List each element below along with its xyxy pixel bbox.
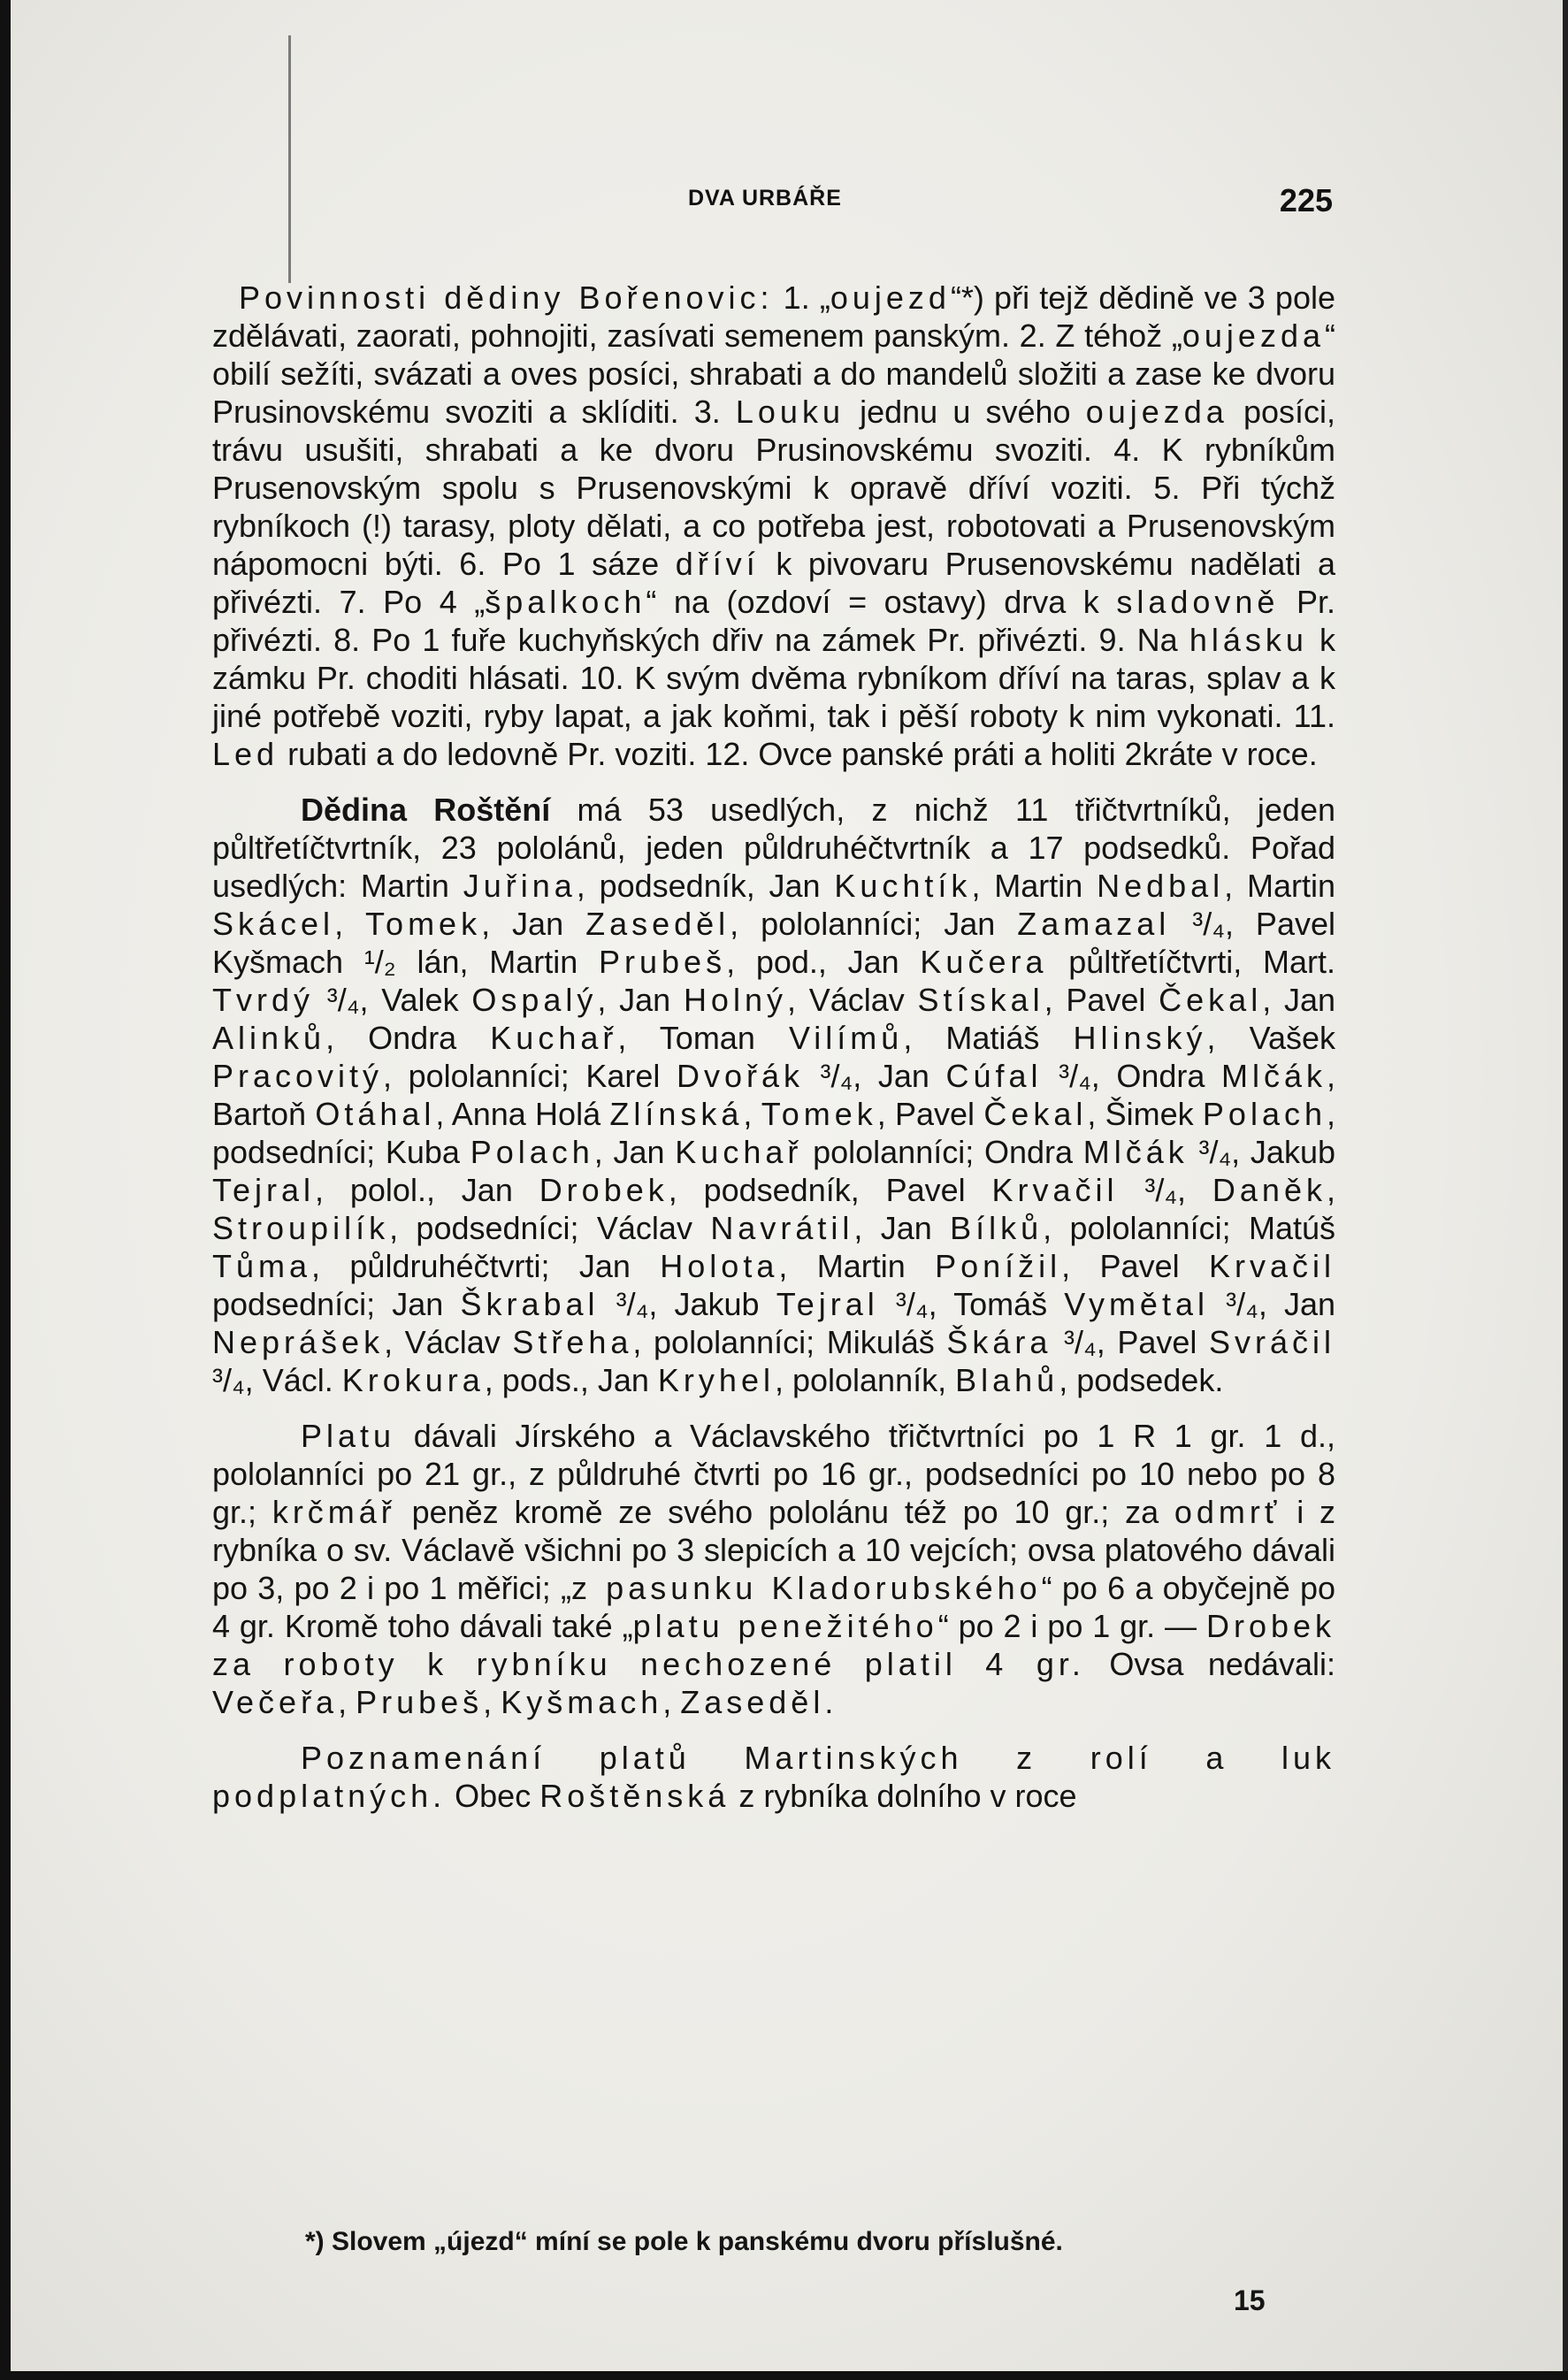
text-run: , Jan — [853, 1210, 951, 1246]
spaced-emphasis: Stískal — [917, 982, 1044, 1018]
text-run: “ na (ozdoví = ostavy) drva k — [646, 584, 1117, 620]
text-run: , podsedníci; Václav — [389, 1210, 711, 1246]
spaced-emphasis: Krvačil — [991, 1172, 1119, 1208]
text-run: ³/₄, Pavel Kyšmach ¹/₂ lán, Martin — [212, 906, 1335, 980]
spaced-emphasis: Škára — [946, 1324, 1052, 1360]
spaced-emphasis: Střeha — [512, 1324, 633, 1360]
text-run: , Ondra — [325, 1020, 491, 1056]
spaced-emphasis: Vilímů — [788, 1020, 904, 1056]
spaced-emphasis: Neprášek — [212, 1324, 385, 1360]
text-run: ³/₄, — [1118, 1172, 1212, 1208]
spaced-emphasis: sladovně — [1116, 584, 1280, 620]
text-run: , — [338, 1684, 356, 1720]
spaced-emphasis: Krvačil — [1208, 1248, 1335, 1284]
scan-edge-left — [0, 0, 11, 2380]
spaced-emphasis: Drobek — [539, 1172, 669, 1208]
spaced-emphasis: Kučera — [920, 944, 1048, 980]
text-run: rubati a do ledovně Pr. voziti. 12. Ovce panské práti a holiti 2kráte v roce. — [279, 736, 1318, 772]
footnote: *) Slovem „újezd“ míní se pole k panskému dvoru příslušné. — [305, 2227, 1063, 2256]
text-run: , podsedek. — [1059, 1362, 1224, 1398]
spaced-emphasis: odmrť — [1174, 1494, 1281, 1530]
spaced-emphasis: špalkoch — [485, 584, 646, 620]
text-run: Ovsa nedávali: — [1084, 1646, 1335, 1682]
spaced-emphasis: Čekal — [1159, 982, 1263, 1018]
spaced-emphasis: dříví — [675, 546, 760, 582]
scan-edge-right — [1563, 0, 1568, 2380]
spaced-emphasis: Tůma — [212, 1248, 312, 1284]
spaced-emphasis: Navrátil — [710, 1210, 854, 1246]
text-run: z rybníka dolního v roce — [730, 1778, 1077, 1814]
text-run: , — [662, 1684, 681, 1720]
paragraph — [212, 1739, 1335, 1815]
page-header — [0, 182, 1568, 230]
spaced-emphasis: oujezda — [1182, 318, 1325, 354]
paragraph — [212, 1417, 1335, 1721]
text-run: , Pavel — [876, 1096, 984, 1132]
text-run: jednu u svého — [844, 394, 1086, 430]
text-run: Pr. přivézti. 8. Po 1 fuře kuchyňských dřiv na zámek Pr. přivézti. 9. Na — [212, 584, 1335, 658]
signature-mark: 15 — [1234, 2284, 1266, 2316]
spaced-emphasis: hlásku — [1189, 622, 1308, 658]
running-head: DVA URBÁŘE — [688, 186, 842, 210]
text-run: , polol., Jan — [315, 1172, 539, 1208]
text-run: podsedníci; Jan — [212, 1286, 461, 1322]
spaced-emphasis: Zlínská — [609, 1096, 744, 1132]
spaced-emphasis: Čekal — [983, 1096, 1088, 1132]
spaced-emphasis: Prubeš — [356, 1684, 484, 1720]
text-run: ³/₄, Tomáš — [878, 1286, 1065, 1322]
spaced-emphasis: Zaseděl — [680, 1684, 825, 1720]
text-run: . — [824, 1684, 834, 1720]
paragraph — [212, 279, 1335, 773]
text-run: , pod., Jan — [726, 944, 921, 980]
text-run: má 53 usedlých, z nichž 11 třičtvrtníků, jeden půltřetíčtvrtník, 23 pololánů, jeden půldruhéčtvrtník a 17 podsedků. Pořad usedlých: Martin — [212, 792, 1335, 904]
text-run: peněz kromě ze svého pololánu též po 10 gr.; za — [395, 1494, 1174, 1530]
spaced-emphasis: Led — [212, 736, 279, 772]
spaced-emphasis: Zaseděl — [585, 906, 730, 942]
spaced-emphasis: Ospalý — [471, 982, 598, 1018]
text-run: k pivovaru Prusenovskému nadělati a přivézti. 7. Po 4 „ — [212, 546, 1335, 620]
text-run: , Toman — [617, 1020, 789, 1056]
spaced-emphasis: Holota — [660, 1248, 779, 1284]
text-run: dávali Jírského a Václavského třičtvrtníci po 1 R 1 gr. 1 d., pololanníci po 21 gr., z půldruhé čtvrti po 16 gr., podsedníci po 10 nebo po 8 gr.; — [212, 1418, 1335, 1530]
spaced-emphasis: oujezd — [830, 279, 951, 316]
spaced-emphasis: Alinků — [212, 1020, 326, 1056]
text-run: pololanníci; Ondra — [802, 1134, 1083, 1170]
text-run: , Martin — [1224, 868, 1335, 904]
text-run: , — [1326, 1172, 1335, 1208]
page-number: 225 — [1279, 182, 1333, 218]
text-run: , pods., Jan — [484, 1362, 658, 1398]
spaced-emphasis: Stroupilík — [212, 1210, 390, 1246]
text-run: , pololanníci; Mikuláš — [632, 1324, 947, 1360]
spaced-emphasis: Dvořák — [676, 1058, 804, 1094]
spaced-emphasis: krčmář — [272, 1494, 396, 1530]
spaced-emphasis: Juřina — [463, 868, 577, 904]
text-run: , Vašek — [1206, 1020, 1335, 1056]
spaced-emphasis: Skácel — [212, 906, 335, 942]
text-run: , podsedníci; Kuba — [212, 1096, 1336, 1170]
spaced-emphasis: Povinnosti dědiny Bořenovic: — [239, 279, 774, 316]
spaced-emphasis: Poznamenání platů Martinských z rolí a luk podplatných. — [212, 1740, 1335, 1814]
text-run: , Václav — [786, 982, 918, 1018]
body-text — [212, 279, 1335, 1833]
text-run: , Šimek — [1087, 1096, 1203, 1132]
text-run: , pololanníci; Karel — [383, 1058, 677, 1094]
spaced-emphasis: Daněk — [1212, 1172, 1327, 1208]
spaced-emphasis: Hlinský — [1073, 1020, 1207, 1056]
text-run: “*) při tejž dědině ve 3 pole zdělávati, zaorati, pohnojiti, zasívati semenem panským. 2. Z téhož „ — [212, 279, 1335, 354]
spaced-emphasis: Kuchtík — [834, 868, 972, 904]
text-run: , — [334, 906, 366, 942]
spaced-emphasis: Ponížil — [935, 1248, 1062, 1284]
spaced-emphasis: Polach — [1202, 1096, 1327, 1132]
text-run: ³/₄, Valek — [314, 982, 472, 1018]
text-run: “ po 2 i po 1 gr. — — [937, 1608, 1206, 1644]
text-run: , Jan — [1262, 982, 1335, 1018]
text-run: , podsedník, Jan — [576, 868, 835, 904]
spaced-emphasis: Drobek za roboty k rybníku nechozené platil 4 gr. — [212, 1608, 1336, 1682]
text-run: , Martin — [778, 1248, 936, 1284]
text-run: ³/₄, Jan — [1208, 1286, 1336, 1322]
text-run: , Jan — [593, 1134, 676, 1170]
text-run: , Anna Holá — [435, 1096, 610, 1132]
text-run: i z rybníka o sv. Václavě všichni po 3 slepicích a 10 vejcích; ovsa platového dávali po 3, po 2 i po 1 měřici; „ — [212, 1494, 1335, 1606]
text-run: posíci, trávu usušiti, shrabati a ke dvoru Prusinovskému svoziti. 4. K rybníkům Prusenovským spolu s Prusenovskými k opravě dříví voziti. 5. Při týchž rybníkoch (!) tarasy, ploty dělati, a co potřeba jest, robotovati a Prusenovským nápomocni býti. 6. Po 1 sáze — [212, 394, 1335, 582]
scan-edge-bottom — [0, 2371, 1568, 2380]
spaced-emphasis: Zamazal — [1017, 906, 1171, 942]
spaced-emphasis: Svráčil — [1208, 1324, 1336, 1360]
spaced-emphasis: Kuchař — [490, 1020, 618, 1056]
spaced-emphasis: Holný — [683, 982, 787, 1018]
spaced-emphasis: Otáhal — [315, 1096, 436, 1132]
spaced-emphasis: Kyšmach — [501, 1684, 663, 1720]
text-run: , Jan — [597, 982, 684, 1018]
text-run: k zámku Pr. choditi hlásati. 10. K svým dvěma rybníkom dříví na taras, splav a k jiné potřebě voziti, ryby lapat, a jak koňmi, tak i pěší roboty k nim vykonati. 11. — [212, 622, 1335, 734]
text-run: ³/₄, Václ. — [212, 1362, 342, 1398]
spaced-emphasis: platu penežitého — [632, 1608, 938, 1644]
text-run: ³/₄, Pavel — [1052, 1324, 1209, 1360]
spaced-emphasis: Tomek — [365, 906, 482, 942]
text-run: , Matiáš — [903, 1020, 1074, 1056]
paragraph — [212, 791, 1335, 1399]
spaced-emphasis: Platu — [301, 1418, 396, 1454]
spaced-emphasis: Tvrdý — [212, 982, 314, 1018]
spaced-emphasis: Mlčák — [1082, 1134, 1189, 1170]
spaced-emphasis: oujezda — [1085, 394, 1228, 430]
text-run: , Pavel — [1044, 982, 1159, 1018]
text-run: , pololanníci; Jan — [730, 906, 1018, 942]
text-run: , — [743, 1096, 761, 1132]
spaced-emphasis: Vymětal — [1064, 1286, 1209, 1322]
spaced-emphasis: Louku — [735, 394, 845, 430]
spaced-emphasis: Nedbal — [1097, 868, 1225, 904]
text-run: ³/₄, Jan — [803, 1058, 946, 1094]
spaced-emphasis: Tomek — [761, 1096, 877, 1132]
spaced-emphasis: Večeřa — [212, 1684, 339, 1720]
text-run: , pololanníci; Matúš — [1043, 1210, 1335, 1246]
text-run: , pololanník, — [774, 1362, 956, 1398]
spaced-emphasis: Krokura — [341, 1362, 485, 1398]
spaced-emphasis: Blahů — [955, 1362, 1059, 1398]
spaced-emphasis: Tejral — [776, 1286, 879, 1322]
text-run: půltřetíčtvrti, Mart. — [1047, 944, 1336, 980]
page-crease — [288, 35, 291, 283]
spaced-emphasis: Polach — [470, 1134, 594, 1170]
text-run: , Bartoň — [212, 1058, 1335, 1132]
spaced-emphasis: Cúfal — [945, 1058, 1043, 1094]
spaced-emphasis: Kryhel — [657, 1362, 775, 1398]
spaced-emphasis: Kuchař — [675, 1134, 803, 1170]
bold-heading: Dědina Roštění — [301, 792, 551, 828]
spaced-emphasis: Pracovitý — [212, 1058, 384, 1094]
text-run: , podsedník, Pavel — [668, 1172, 992, 1208]
text-run: , Martin — [971, 868, 1098, 904]
spaced-emphasis: Mlčák — [1220, 1058, 1327, 1094]
text-run: “ po 6 a obyčejně po 4 gr. Kromě toho dávali také „ — [212, 1570, 1335, 1644]
text-run: 1. „ — [773, 279, 830, 316]
text-run: ³/₄, Jakub — [1188, 1134, 1335, 1170]
text-run: , Václav — [384, 1324, 513, 1360]
spaced-emphasis: Škrabal — [460, 1286, 600, 1322]
text-run: , — [483, 1684, 501, 1720]
text-run: ³/₄, Ondra — [1042, 1058, 1221, 1094]
text-run: “ obilí sežíti, svázati a oves posíci, shrabati a do mandelů složiti a zase ke dvoru Prusinovskému svoziti a sklíditi. 3. — [212, 318, 1335, 430]
spaced-emphasis: Tejral — [212, 1172, 316, 1208]
spaced-emphasis: Bílků — [950, 1210, 1044, 1246]
text-run: ³/₄, Jakub — [599, 1286, 776, 1322]
text-run: , Pavel — [1061, 1248, 1209, 1284]
text-run: Obec — [446, 1778, 540, 1814]
text-run: , Jan — [481, 906, 586, 942]
spaced-emphasis: z pasunku Kladorubského — [570, 1570, 1042, 1606]
text-run: , půldruhéčtvrti; Jan — [311, 1248, 661, 1284]
spaced-emphasis: Roštěnská — [539, 1778, 730, 1814]
spaced-emphasis: Prubeš — [599, 944, 727, 980]
